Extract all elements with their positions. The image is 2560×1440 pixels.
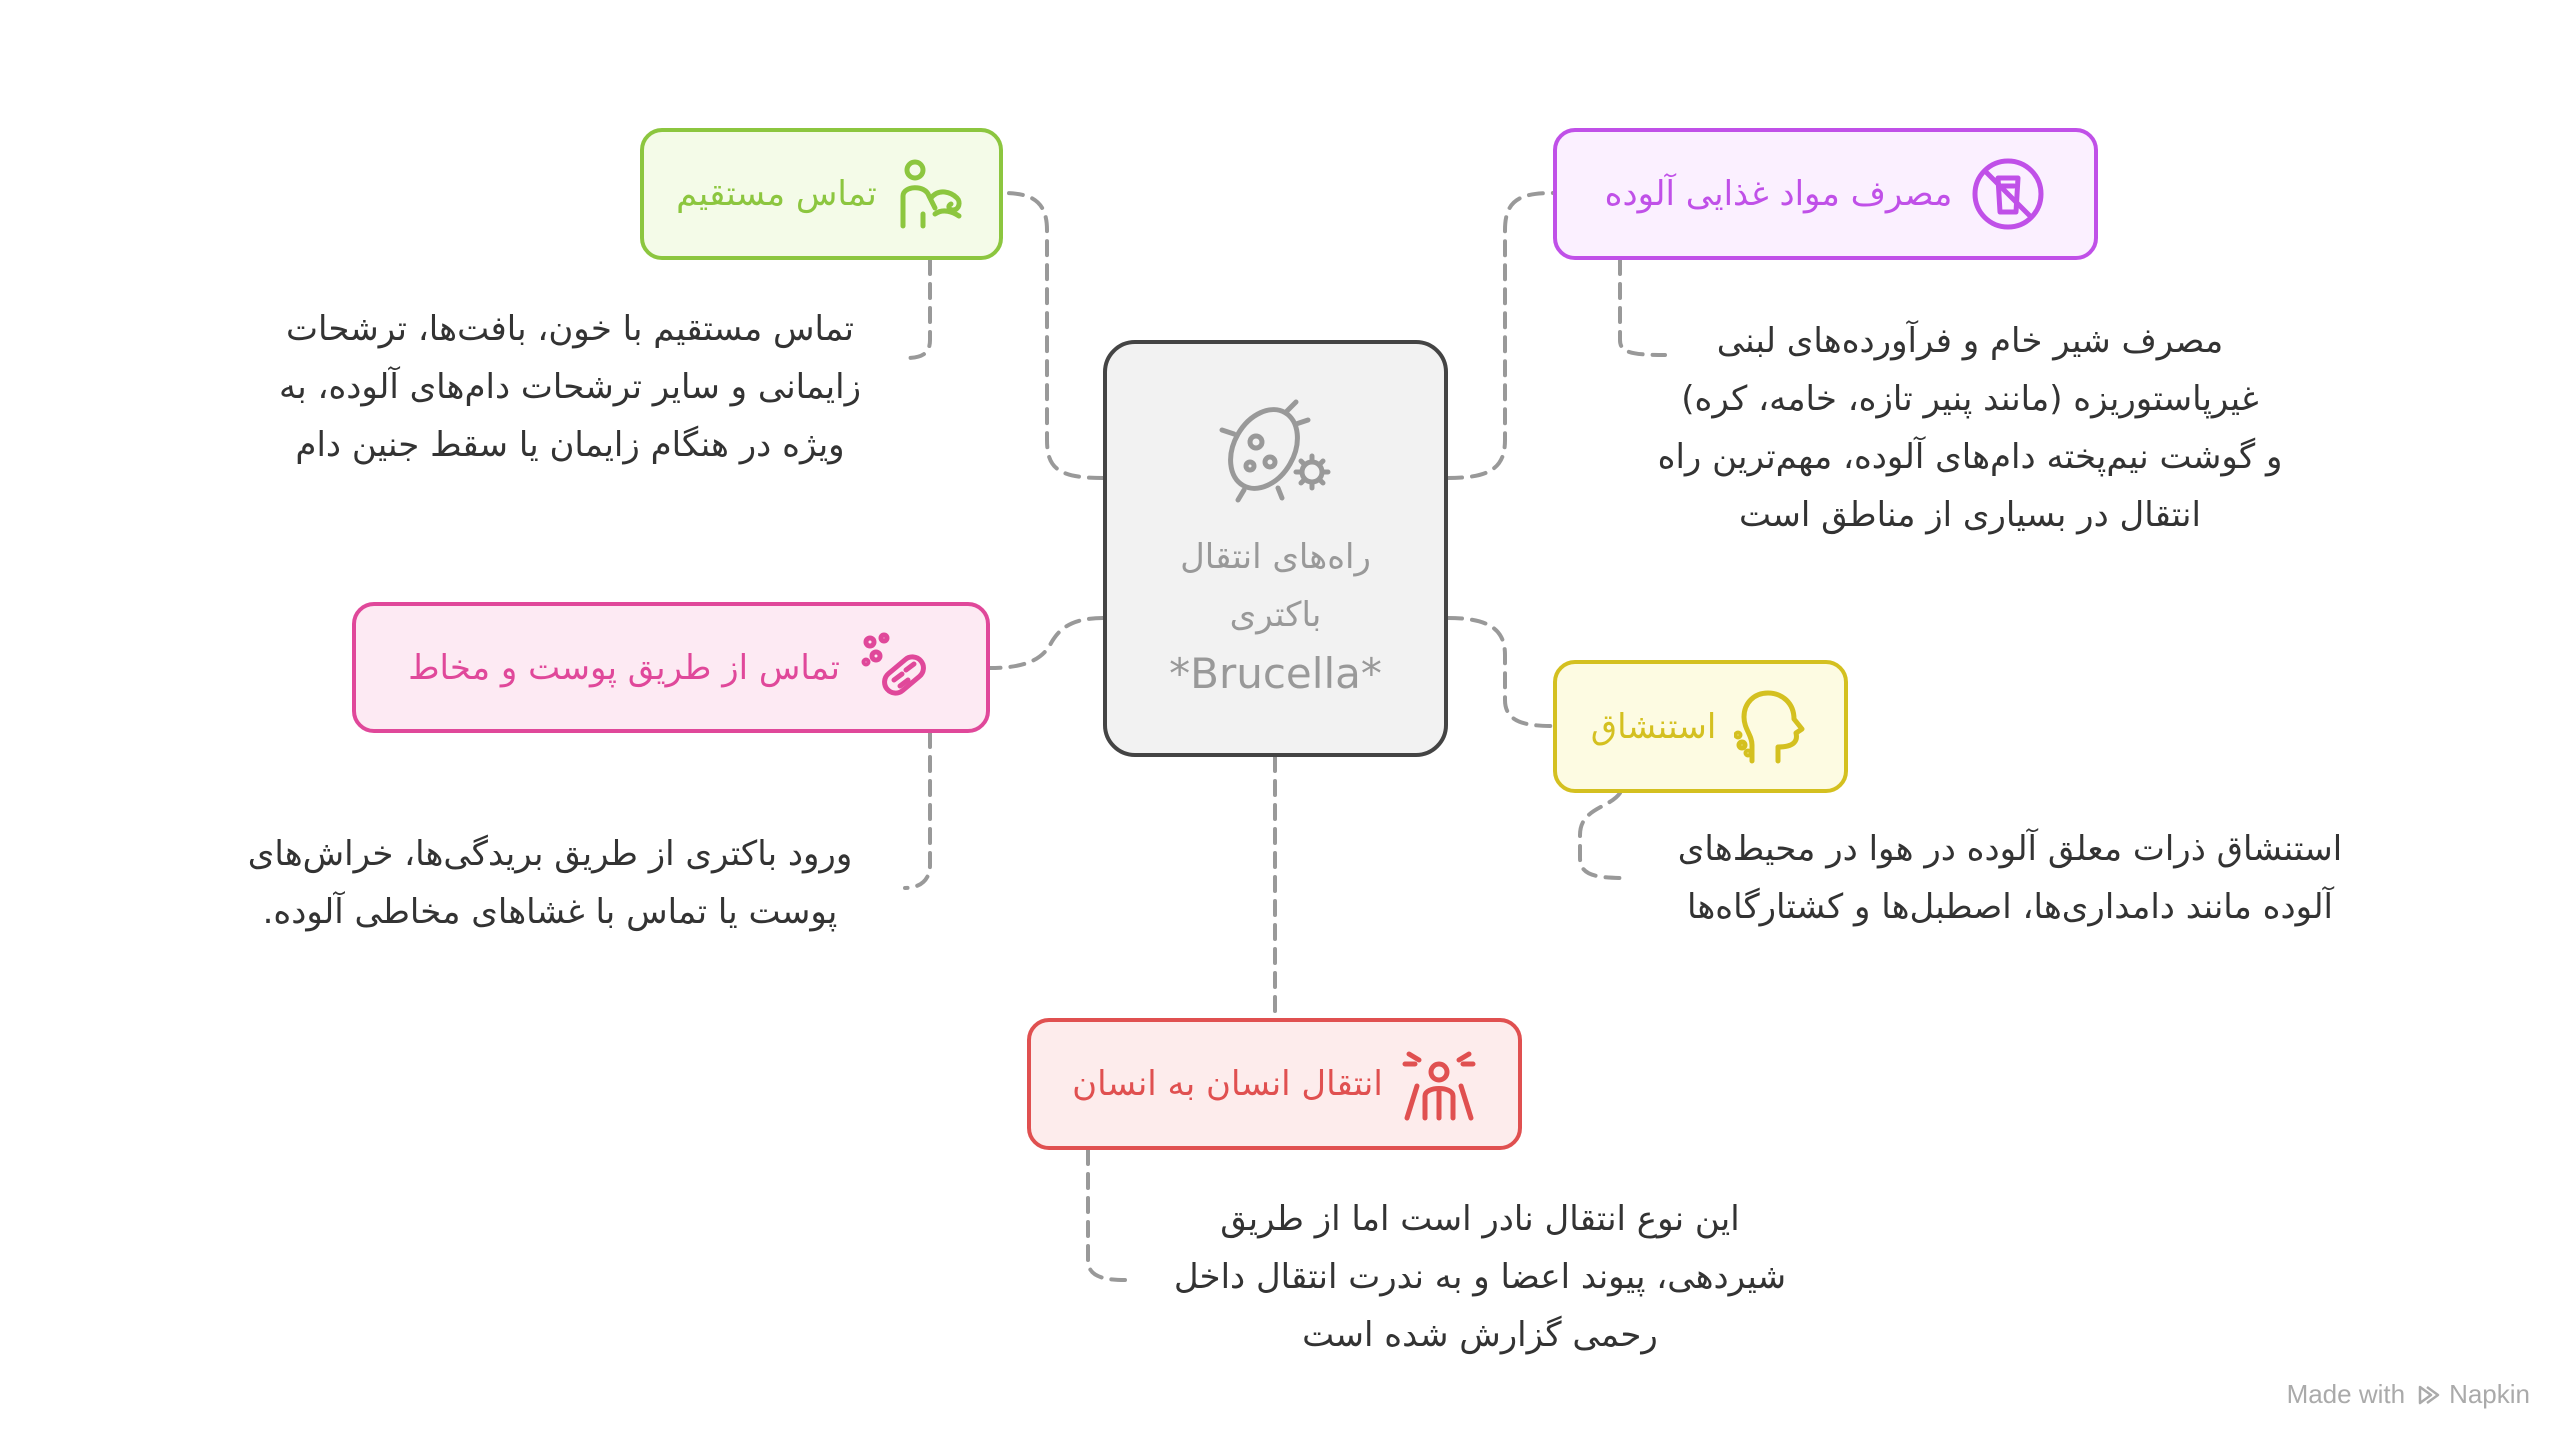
- made-with-text: Made with: [2286, 1379, 2406, 1409]
- person-contact-icon: [895, 158, 967, 230]
- node-contaminated-food: [1553, 128, 2098, 260]
- human-to-human-label: انتقال انسان به انسان: [1072, 1064, 1383, 1104]
- human-to-human-description: این نوع انتقال نادر است اما از طریق شیردهی، پیوند اعضا و به ندرت انتقال داخل رحمی گزارش شده است: [1173, 1199, 1787, 1355]
- node-inhalation: [1553, 660, 1848, 793]
- skin-wound-icon: [858, 630, 934, 706]
- center-subtitle: *Brucella*: [1169, 648, 1382, 698]
- inhalation-label: استنشاق: [1590, 706, 1717, 747]
- connector-center-skin: [990, 618, 1103, 668]
- node-skin-mucosa: [352, 602, 990, 733]
- skin-mucosa-label: تماس از طریق پوست و مخاط: [408, 647, 840, 688]
- connector-center-inhalation: [1448, 618, 1553, 726]
- contaminated-food-description: مصرف شیر خام و فرآورده‌های لبنی غیرپاستوریزه (مانند پنیر تازه، خامه، کره) و گوشت نیم‌پخته دام‌های آلوده، مهم‌ترین راه انتقال در بسیاری از مناطق است: [1657, 321, 2283, 535]
- inhalation-description: استنشاق ذرات معلق آلوده در هوا در محیط‌های آلوده مانند دامداری‌ها، اصطبل‌ها و کشتارگاه‌ها: [1677, 829, 2343, 927]
- connector-center-food: [1448, 193, 1553, 478]
- human-transmission-icon: [1401, 1046, 1477, 1122]
- napkin-brand-text: Napkin: [2449, 1379, 2530, 1409]
- no-food-icon: [1970, 156, 2046, 232]
- direct-contact-label: تماس مستقیم: [676, 174, 877, 214]
- node-direct-contact: [640, 128, 1003, 260]
- direct-contact-description: تماس مستقیم با خون، بافت‌ها، ترشحات زایمانی و سایر ترشحات دام‌های آلوده، به ویژه در هنگام زایمان یا سقط جنین دام: [278, 309, 862, 465]
- connector-inhalation-desc: [1580, 793, 1625, 878]
- inhalation-head-icon: [1734, 689, 1810, 765]
- node-human-to-human: [1027, 1018, 1522, 1150]
- napkin-logo-icon: [2417, 1383, 2441, 1407]
- center-title: راه‌های انتقال باکتری: [1180, 536, 1371, 635]
- contaminated-food-label: مصرف مواد غذایی آلوده: [1604, 174, 1953, 214]
- bacteria-gear-icon: [1216, 394, 1336, 508]
- center-node: [1103, 340, 1448, 757]
- skin-mucosa-description: ورود باکتری از طریق بریدگی‌ها، خراش‌های پوست یا تماس با غشاهای مخاطی آلوده.: [247, 834, 853, 932]
- made-with-napkin-watermark[interactable]: [2287, 1379, 2530, 1410]
- connector-center-direct-contact: [1003, 193, 1103, 478]
